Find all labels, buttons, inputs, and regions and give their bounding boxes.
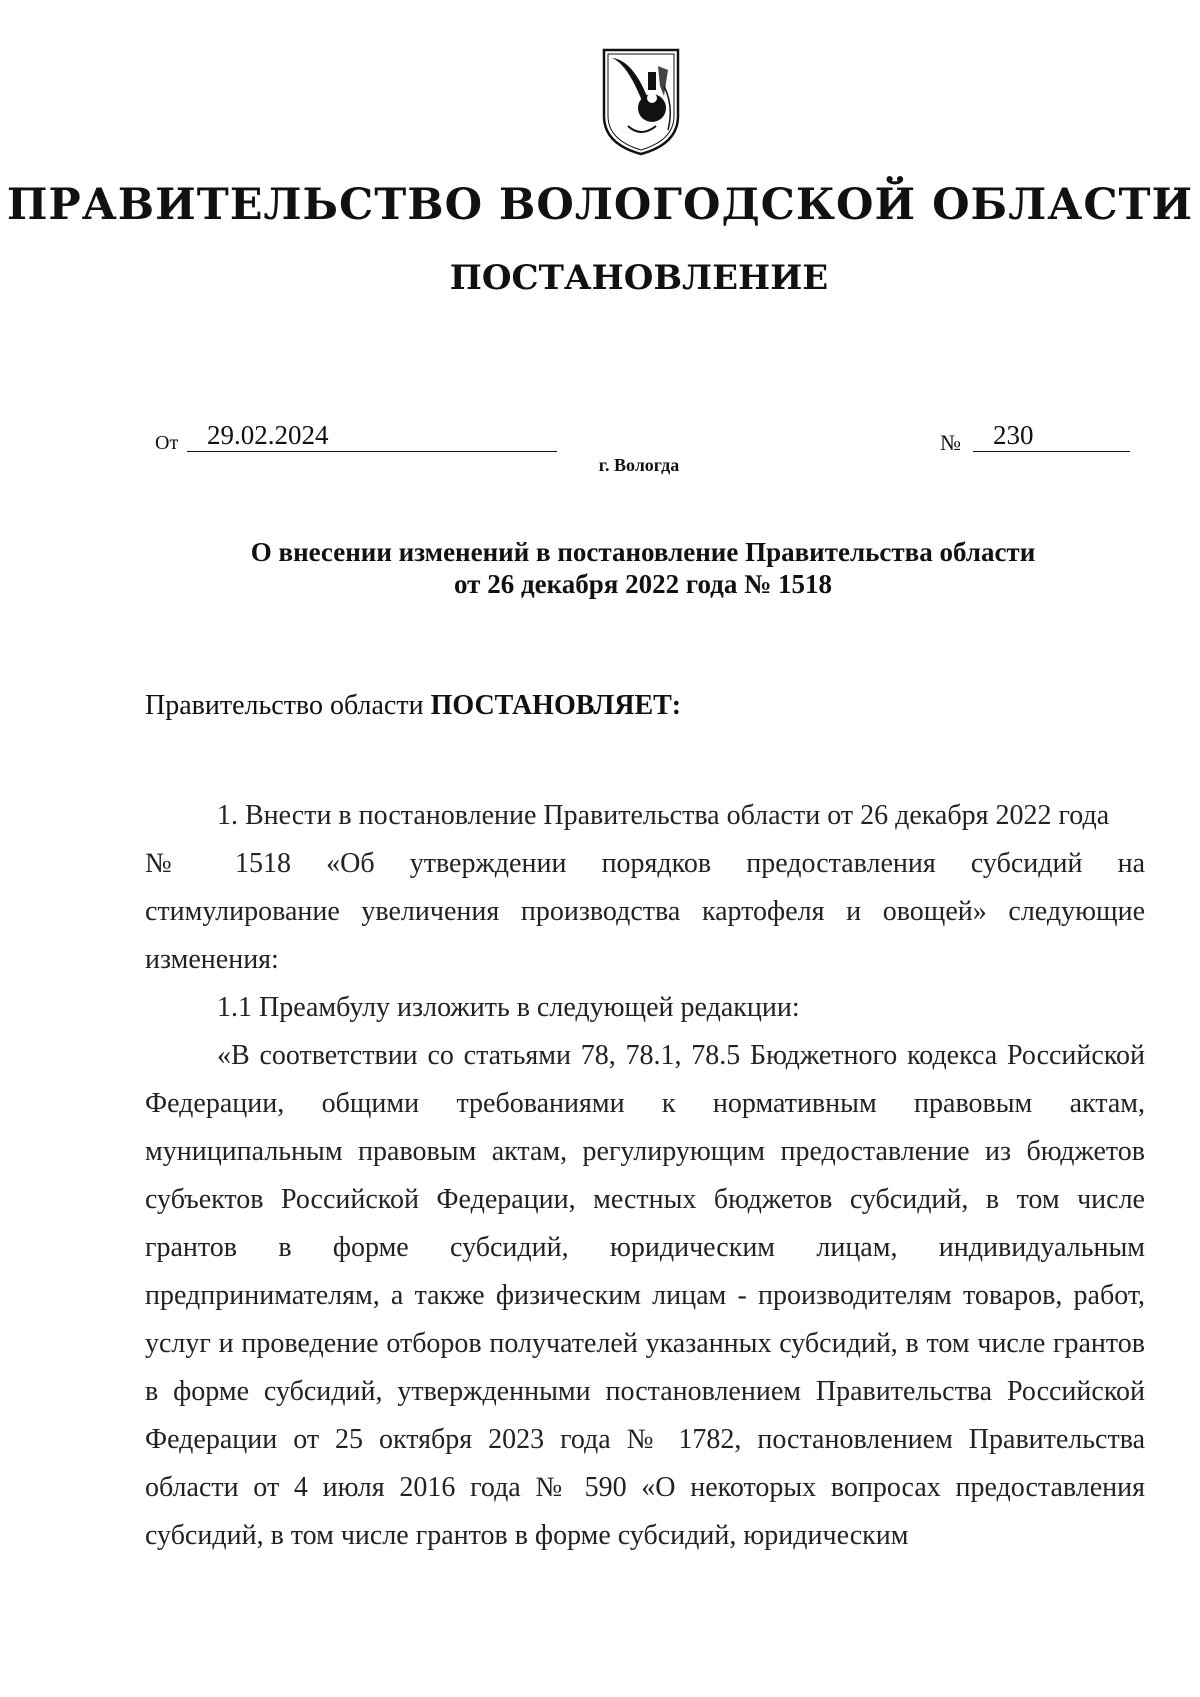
subject-line-1: О внесении изменений в постановление Правительства области	[250, 537, 1036, 567]
paragraph-2: 1.1 Преамбулу изложить в следующей редакции:	[217, 992, 800, 1023]
coat-of-arms-icon	[598, 46, 684, 158]
decree-number: 230	[973, 420, 1130, 452]
government-title: ПРАВИТЕЛЬСТВО ВОЛОГОДСКОЙ ОБЛАСТИ	[6, 180, 1194, 230]
paragraph-3: «В соответствии со статьями 78, 78.1, 78.5 Бюджетного кодекса Российской Федерации, общими требованиями к нормативным правовым актам, муниципальным правовым актам, регулирующим предоставление из бюджетов субъектов Российской Федерации, местных бюджетов субсидий, в том числе грантов в форме субсидий, юридическим лицам, индивидуальным предпринимателям, а также физическим лицам - производителям товаров, работ, услуг и проведение отборов получателей указанных субсидий, в том числе грантов в форме субсидий, утвержденными постановлением Правительства Российской Федерации от 25 октября 2023 года № 1782, постановлением Правительства области от 4 июля 2016 года № 590 «О некоторых вопросах предоставления субсидий, в том числе грантов в форме субсидий, юридическим	[145, 1040, 1145, 1551]
decree-subject	[0, 536, 1200, 600]
paragraph-1-line-2: № 1518 «Об утверждении порядков предоставления субсидий на	[145, 848, 1145, 879]
preamble-keyword: ПОСТАНОВЛЯЕТ:	[430, 690, 682, 721]
paragraph-1-line-3: стимулирование увеличения производства картофеля и овощей» следующие	[145, 896, 1145, 927]
date-label: От	[155, 432, 179, 454]
preamble-text: Правительство области	[145, 690, 431, 721]
subject-line-2: от 26 декабря 2022 года № 1518	[454, 569, 832, 599]
paragraph-1-line-1: 1. Внести в постановление Правительства области от 26 декабря 2022 года	[217, 800, 1110, 831]
city: г. Вологда	[598, 455, 680, 475]
date-number-row	[155, 420, 1130, 460]
paragraph-1-line-4: изменения:	[145, 944, 279, 975]
number-label: №	[940, 430, 961, 455]
decree-title: ПОСТАНОВЛЕНИЕ	[449, 258, 829, 298]
preamble	[145, 690, 681, 722]
decree-date: 29.02.2024	[187, 420, 557, 452]
decree-body	[145, 792, 1145, 1560]
